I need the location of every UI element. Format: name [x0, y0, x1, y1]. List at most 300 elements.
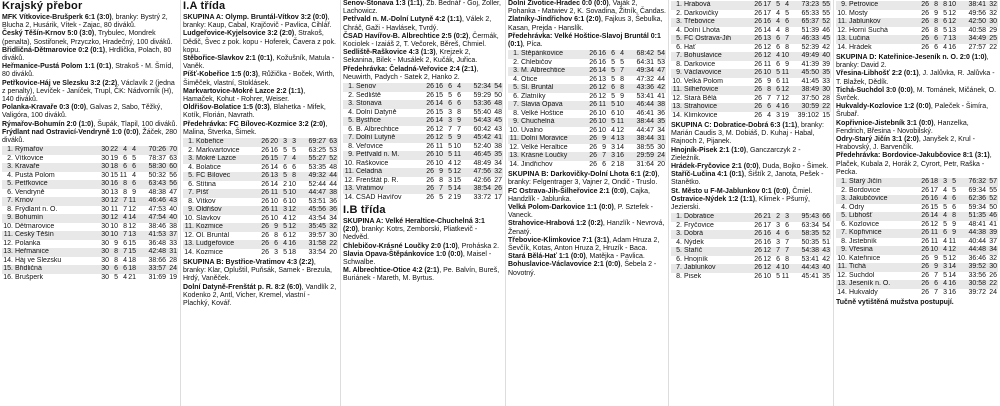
matches-played: 26 — [589, 152, 597, 160]
points: 54 — [494, 83, 502, 91]
team-name: B. Albrechtice — [356, 125, 399, 133]
goal-score: 39:72 — [968, 288, 986, 296]
goal-score: 65:33 — [801, 9, 819, 17]
table-row — [836, 263, 998, 272]
wins: 11 — [930, 237, 938, 245]
points: 39 — [822, 60, 830, 68]
matches-played: 26 — [921, 186, 929, 194]
team-name: Zlatníky — [521, 92, 546, 100]
matches-played: 26 — [261, 180, 269, 188]
column-6 — [833, 0, 1000, 406]
points: 32 — [989, 1, 997, 8]
wins: 11 — [110, 205, 118, 213]
team-name: Petřvald n. M. — [356, 151, 400, 159]
table-row — [671, 273, 831, 282]
matches-played: 26 — [261, 223, 269, 231]
draws: 8 — [123, 222, 127, 230]
matches-played: 26 — [921, 1, 929, 8]
standing-position: 5. — [513, 84, 519, 92]
table-row — [183, 147, 338, 156]
wins: 9 — [602, 135, 606, 143]
goal-score: 44:43 — [801, 264, 819, 272]
table-row — [183, 181, 338, 190]
matches-played: 30 — [101, 154, 109, 162]
wins: 12 — [598, 92, 606, 100]
match-report: Hnojník-Pisek 2:1 (1:0), Ganczarczyk 2 - Zieleźnik. — [671, 146, 801, 162]
points: 39 — [989, 229, 997, 237]
standing-position: 13. — [509, 152, 519, 160]
team-name: Mosty — [849, 9, 868, 17]
goal-score: 70:26 — [148, 146, 166, 154]
goal-score: 50:32 — [148, 171, 166, 179]
table-row — [2, 265, 178, 274]
draws: 5 — [943, 203, 947, 211]
points: 41 — [657, 92, 665, 100]
table-row — [2, 223, 178, 232]
match-report: Vřesina-Libhošť 2:2 (0:1), J. Jalůvka, R. Jalůvka - T. Blažek, Dědík. — [836, 70, 995, 86]
team-name: Jablunkov — [849, 18, 881, 25]
match-report: Petřvald n. M.-Dolní Lutyně 4:2 (1:1), Válek 2, Chráč, Gaži - Havlásek, Tvrdý. — [343, 16, 492, 32]
points: 32 — [329, 223, 337, 231]
table-row — [671, 222, 831, 231]
goal-score: 45:42 — [473, 134, 491, 142]
wins: 9 — [767, 77, 771, 85]
goal-score: 95:43 — [801, 213, 819, 221]
goal-score: 36:46 — [968, 254, 986, 262]
points: 15 — [822, 111, 830, 119]
goal-score: 46:45 — [473, 151, 491, 159]
match-report: Předehrávka: Čeladná-Veřovice 2:4 (2:1), Neuwirth, Padych - Satek 2, Hanko 2. — [343, 65, 479, 81]
points: 30 — [329, 231, 337, 239]
losses: 11 — [128, 197, 136, 205]
standing-position: 11. — [837, 263, 847, 271]
team-name: Rýmařov — [15, 146, 44, 154]
standing-position: 8. — [676, 272, 682, 280]
wins: 11 — [930, 229, 938, 237]
table-row — [2, 231, 178, 240]
draws: 5 — [448, 91, 452, 99]
goal-score: 30:59 — [801, 103, 819, 110]
losses: 11 — [948, 237, 956, 245]
match-report: Strahovice-Hrabová 1:2 (0:2), Hanzlík - Nevrová, Ženatý. — [508, 220, 665, 236]
goal-score: 49:34 — [636, 67, 654, 75]
draws: 5 — [283, 248, 287, 256]
points: 48 — [329, 163, 337, 171]
team-name: Brušperk — [15, 273, 44, 281]
losses: 18 — [616, 160, 624, 168]
team-name: Hnojník — [684, 255, 708, 263]
team-name: Bohuslavice — [684, 52, 722, 59]
table-row — [671, 95, 831, 104]
standing-position: 5. — [348, 117, 354, 125]
matches-played: 26 — [921, 263, 929, 271]
matches-played: 26 — [754, 103, 762, 110]
wins: 7 — [602, 152, 606, 160]
goal-score: 65:37 — [801, 18, 819, 25]
losses: 11 — [781, 69, 789, 76]
table-row — [671, 27, 831, 36]
wins: 12 — [763, 247, 771, 255]
section-title: Krajský přebor — [2, 0, 83, 12]
wins: 10 — [598, 118, 606, 126]
draws: 6 — [123, 163, 127, 171]
matches-played: 26 — [426, 83, 434, 91]
points: 37 — [989, 237, 997, 245]
column-5 — [668, 0, 833, 406]
table-row — [2, 146, 178, 155]
standing-position: 11. — [672, 86, 682, 93]
team-name: Raškovice — [356, 159, 389, 167]
standing-position: 12. — [672, 94, 682, 102]
points: 26 — [989, 271, 997, 279]
table-row — [671, 69, 831, 78]
points: 52 — [822, 18, 830, 25]
draws: 4 — [123, 256, 127, 264]
points: 56 — [169, 180, 177, 188]
wins: 15 — [110, 171, 118, 179]
standing-position: 4. — [676, 238, 682, 246]
standing-position: 4. — [348, 108, 354, 116]
losses: 11 — [616, 118, 624, 126]
team-name: Nýdek — [684, 238, 704, 246]
losses: 12 — [948, 9, 956, 17]
team-name: Hať — [684, 43, 696, 51]
points: 60 — [169, 163, 177, 171]
losses: 14 — [453, 185, 461, 193]
points: 33 — [169, 239, 177, 247]
team-name: Chlebičov — [521, 58, 552, 66]
draws: 2 — [448, 193, 452, 201]
matches-played: 26 — [921, 271, 929, 279]
wins: 9 — [934, 263, 938, 271]
goal-score: 63:25 — [308, 146, 326, 154]
draws: 11 — [119, 171, 127, 179]
match-report: Třebovice-Klimkovice 7:1 (3:1), Adam Hruza 2, Ševčík, Kotas, Anton Hruza 2, Hruzík - Baca. — [508, 236, 660, 253]
points: 17 — [494, 193, 502, 201]
column-2 — [180, 0, 340, 406]
losses: 13 — [948, 26, 956, 34]
team-name: Pustá Polom — [15, 171, 55, 179]
match-report: Heřmanice-Pustá Polom 1:1 (0:1), Strakoš - M. Šmíd, 80 diváků. — [2, 63, 174, 79]
wins: 8 — [274, 231, 278, 239]
wins: 12 — [763, 255, 771, 263]
matches-played: 30 — [101, 188, 109, 196]
matches-played: 30 — [101, 163, 109, 171]
team-name: Darkovičky — [684, 9, 719, 17]
match-report: Stará Bělá-Hať 1:1 (0:0), Matějka - Pavlica. — [508, 253, 645, 261]
team-name: Václavovice — [684, 69, 722, 76]
goal-score: 34:49 — [968, 35, 986, 42]
matches-played: 26 — [921, 9, 929, 17]
standing-position: 8. — [188, 197, 194, 205]
table-row — [836, 238, 998, 247]
wins: 4 — [767, 111, 771, 119]
points: 36 — [657, 109, 665, 117]
matches-played: 26 — [754, 69, 762, 76]
standing-position: 10. — [509, 126, 519, 134]
match-report: Hukvaldy-Kozlovice 1:2 (0:0), Paleček - Šimíra, Šrubař. — [836, 103, 989, 119]
wins: 7 — [934, 288, 938, 296]
matches-played: 26 — [261, 163, 269, 171]
matches-played: 26 — [921, 237, 929, 245]
team-name: Kopřivnice — [849, 229, 882, 237]
goal-score: 78:37 — [148, 154, 166, 162]
points: 31 — [169, 248, 177, 256]
table-row — [508, 76, 666, 85]
matches-played: 26 — [754, 18, 762, 25]
points: 52 — [989, 195, 997, 203]
losses: 16 — [948, 280, 956, 288]
goal-score: 52:39 — [801, 43, 819, 51]
goal-score: 48:49 — [473, 159, 491, 167]
standing-position: 12. — [837, 271, 847, 279]
wins: 7 — [767, 94, 771, 102]
match-report: Předehrávka: Bordovice-Jakubčovice 8:1 (3:1), Plaček, Kubala 2, Horák 2, Cyrort, Petr, Raška - Pecka. — [836, 152, 992, 176]
table-row — [671, 213, 831, 222]
goal-score: 29:59 — [636, 152, 654, 160]
matches-played: 26 — [754, 213, 762, 221]
wins: 11 — [598, 101, 606, 109]
matches-played: 26 — [261, 197, 269, 205]
wins: 10 — [763, 272, 771, 280]
team-name: Vítkov — [196, 197, 216, 205]
wins: 6 — [934, 280, 938, 288]
matches-played: 26 — [921, 203, 929, 211]
standing-position: 14. — [509, 160, 519, 168]
points: 38 — [169, 222, 177, 230]
draws: 7 — [123, 248, 127, 256]
team-name: Třebovice — [684, 18, 715, 25]
matches-played: 30 — [101, 222, 109, 230]
draws: 5 — [611, 67, 615, 75]
goal-score: 69:34 — [968, 186, 986, 194]
losses: 12 — [288, 231, 296, 239]
match-report: Velká Polom-Darkovice 1:1 (0:0), P. Sztefek - Vaneck. — [508, 204, 653, 220]
team-name: Dolní Moravice — [521, 135, 568, 143]
losses: 10 — [453, 142, 461, 150]
draws: 5 — [943, 271, 947, 279]
draws: 7 — [123, 205, 127, 213]
losses: 4 — [292, 155, 296, 163]
points: 53 — [657, 58, 665, 66]
wins: 17 — [763, 9, 771, 17]
matches-played: 26 — [754, 9, 762, 17]
draws: 4 — [611, 126, 615, 134]
team-name: M. Albrechtice — [521, 67, 565, 75]
standing-position: 12. — [509, 143, 519, 151]
losses: 13 — [616, 135, 624, 143]
matches-played: 30 — [101, 197, 109, 205]
standing-position: 5. — [188, 172, 194, 180]
standing-position: 9. — [841, 1, 847, 8]
match-report: SKUPINA C: Dobratice-Dobrá 6:3 (1:1), branky: Marián Caudis 3, M. Dobiáš, D. Kuhaj - Habal, Rajnoch 2, Pijanek. — [671, 122, 825, 146]
points: 46 — [989, 212, 997, 220]
losses: 15 — [128, 248, 136, 256]
wins: 8 — [934, 1, 938, 8]
draws: 4 — [943, 212, 947, 220]
match-report: Markvartovice-Mokré Lazce 2:2 (1:1), Hamaček, Kohut - Rohrer, Weiser. — [183, 87, 306, 104]
match-report: Stěbořice-Slavkov 2:1 (0:1), Kožušník, Matula - Vaněk. — [183, 55, 335, 71]
losses: 12 — [128, 222, 136, 230]
points: 30 — [989, 18, 997, 25]
goal-score: 54:38 — [801, 247, 819, 255]
points: 40 — [169, 214, 177, 222]
losses: 9 — [457, 134, 461, 142]
matches-played: 26 — [754, 264, 762, 272]
table-row — [836, 280, 998, 289]
points: 34 — [494, 159, 502, 167]
draws: 3 — [943, 288, 947, 296]
standing-position: 3. — [841, 195, 847, 203]
standing-position: 8. — [841, 237, 847, 245]
standing-position: 10. — [3, 222, 13, 230]
losses: 10 — [781, 52, 789, 59]
team-name: ČSAD Havířov — [356, 193, 402, 201]
draws: 7 — [283, 155, 287, 163]
wins: 5 — [439, 193, 443, 201]
standing-position: 14. — [672, 111, 682, 119]
matches-played: 26 — [754, 60, 762, 68]
points: 35 — [822, 69, 830, 76]
standing-position: 2. — [676, 221, 682, 229]
team-name: FC Bílovec — [196, 172, 231, 180]
draws: 5 — [283, 189, 287, 197]
draws: 6 — [283, 231, 287, 239]
losses: 13 — [948, 35, 956, 42]
draws: 4 — [123, 146, 127, 154]
matches-played: 26 — [261, 146, 269, 154]
team-name: Kateřinice — [849, 254, 881, 262]
standing-position: 15. — [3, 265, 13, 273]
matches-played: 26 — [589, 84, 597, 92]
goal-score: 76:32 — [968, 178, 986, 186]
standing-position: 1. — [676, 1, 682, 8]
column-4 — [505, 0, 668, 406]
standing-position: 1. — [513, 50, 519, 58]
wins: 9 — [934, 254, 938, 262]
draws: 2 — [611, 160, 615, 168]
team-name: Bordovice — [849, 186, 881, 194]
standing-position: 2. — [188, 146, 194, 154]
losses: 12 — [453, 159, 461, 167]
table-row — [836, 204, 998, 213]
wins: 8 — [439, 176, 443, 184]
losses: 10 — [616, 109, 624, 117]
points: 40 — [822, 264, 830, 272]
points: 66 — [822, 213, 830, 221]
draws: 4 — [943, 195, 947, 203]
goal-score: 44:48 — [968, 246, 986, 254]
standing-position: 2. — [513, 58, 519, 66]
losses: 9 — [952, 229, 956, 237]
losses: 21 — [128, 273, 136, 281]
goal-score: 59:34 — [968, 203, 986, 211]
goal-score: 45:41 — [801, 272, 819, 280]
matches-played: 26 — [754, 52, 762, 59]
wins: 20 — [270, 138, 278, 146]
table-row — [508, 101, 666, 110]
draws: 5 — [448, 168, 452, 176]
goal-score: 60:42 — [473, 125, 491, 133]
standing-position: 2. — [7, 154, 13, 162]
match-report: Ludgeřovice-Kyjelsovice 3:2 (2:0), Strakoš, Dědič, Švec z pok. kopu - Hoferek, Čavera z pok. kopu. — [183, 30, 336, 54]
points: 63 — [169, 154, 177, 162]
table-row — [183, 215, 338, 224]
standing-position: 12. — [184, 231, 194, 239]
losses: 13 — [128, 231, 136, 239]
table-row — [836, 178, 998, 187]
match-report: Předehrávka: FC Bílovec-Kozmice 3:2 (2:0), Malina, Štverka, Šimek. — [183, 120, 328, 136]
team-name: Háj ve Slezsku — [15, 256, 62, 264]
standing-position: 2. — [676, 9, 682, 17]
team-name: Polanka — [15, 239, 41, 247]
matches-played: 26 — [589, 135, 597, 143]
standing-position: 6. — [188, 180, 194, 188]
wins: 14 — [930, 212, 938, 220]
losses: 8 — [785, 43, 789, 51]
standing-position: 9. — [7, 214, 13, 222]
wins: 12 — [435, 134, 443, 142]
table-row — [671, 1, 831, 10]
draws: 2 — [283, 180, 287, 188]
points: 40 — [169, 205, 177, 213]
points: 34 — [989, 246, 997, 254]
team-name: Kozmice — [196, 223, 223, 231]
table-row — [2, 274, 178, 283]
matches-played: 26 — [589, 50, 597, 58]
draws: 5 — [448, 134, 452, 142]
goal-score: 52:40 — [473, 142, 491, 150]
points: 50 — [494, 91, 502, 99]
team-name: Dobratice — [684, 213, 714, 221]
goal-score: 58:35 — [801, 230, 819, 238]
table-row — [671, 78, 831, 87]
table-row — [671, 86, 831, 95]
points: 28 — [169, 256, 177, 264]
team-name: Velké Hoštice — [521, 109, 564, 117]
table-row — [343, 160, 503, 169]
losses: 18 — [128, 265, 136, 273]
matches-played: 26 — [426, 142, 434, 150]
draws: 3 — [943, 263, 947, 271]
matches-played: 26 — [589, 109, 597, 117]
team-name: Vítkovice — [15, 154, 44, 162]
losses: 9 — [457, 117, 461, 125]
losses: 9 — [952, 220, 956, 228]
table-row — [2, 248, 178, 257]
table-row — [836, 44, 998, 53]
points: 42 — [822, 43, 830, 51]
table-row — [343, 143, 503, 152]
match-report: Ostravice-Nýdek 1:2 (1:1), Klimek - Pšurný, Jezierski. — [671, 195, 810, 212]
losses: 15 — [128, 239, 136, 247]
standing-position: 8. — [676, 60, 682, 68]
table-row — [671, 44, 831, 53]
standing-position: 16. — [3, 273, 13, 281]
points: 56 — [169, 171, 177, 179]
wins: 12 — [435, 125, 443, 133]
losses: 6 — [292, 163, 296, 171]
wins: 7 — [934, 271, 938, 279]
losses: 15 — [453, 176, 461, 184]
goal-score: 42:66 — [473, 176, 491, 184]
goal-score: 33:57 — [148, 265, 166, 273]
losses: 10 — [288, 180, 296, 188]
losses: 16 — [616, 152, 624, 160]
points: 30 — [822, 86, 830, 93]
draws: 5 — [611, 118, 615, 126]
standing-position: 3. — [513, 67, 519, 75]
